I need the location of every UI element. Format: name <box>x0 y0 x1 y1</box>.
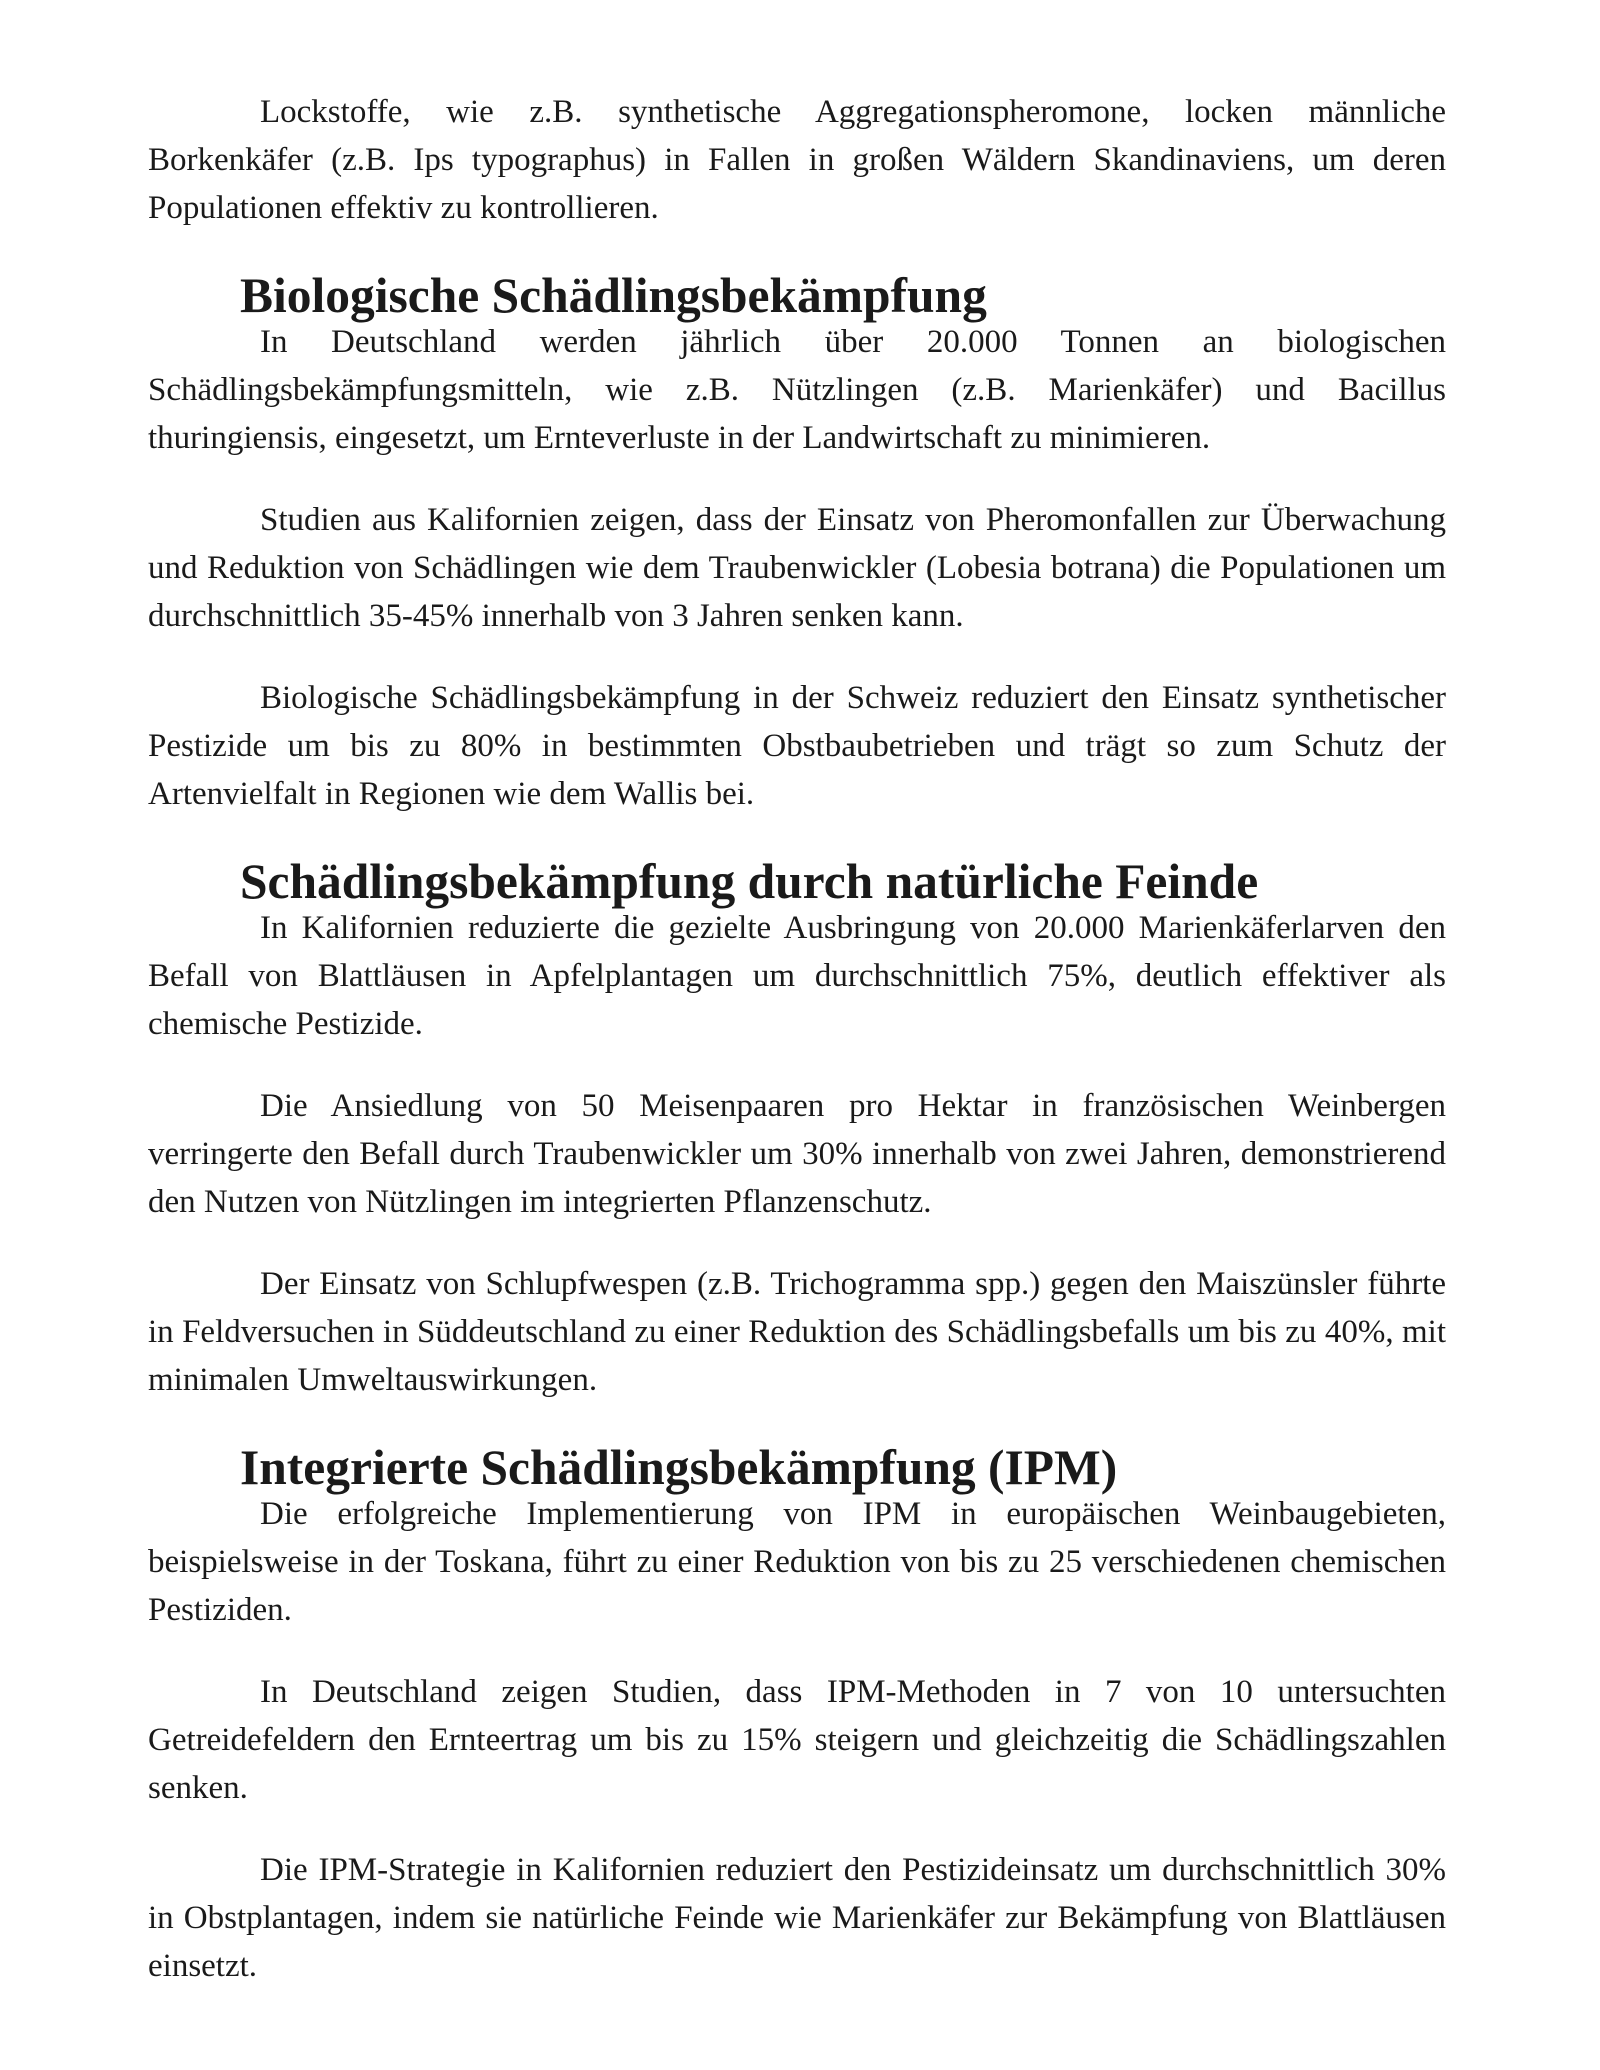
paragraph: Die erfolgreiche Implementierung von IPM in europäischen Weinbaugebieten, beispielsweise in der Toskana, führt zu einer Reduktion von bis zu 25 verschiedenen chemischen Pestiziden. <box>148 1496 1446 1628</box>
section-heading-biologische: Biologische Schädlingsbekämpfung <box>240 268 987 323</box>
paragraph: In Deutschland werden jährlich über 20.000 Tonnen an biologischen Schädlingsbekämpfungsmitteln, wie z.B. Nützlingen (z.B. Marienkäfer) und Bacillus thuringiensis, eingesetzt, um Ernteverluste in der Landwirtschaft zu minimieren. <box>148 324 1446 456</box>
paragraph: Biologische Schädlingsbekämpfung in der Schweiz reduziert den Einsatz synthetischer Pestizide um bis zu 80% in bestimmten Obstbaubetrieben und trägt so zum Schutz der Artenvielfalt in Regionen wie dem Wallis bei. <box>148 680 1446 812</box>
intro-paragraph: Lockstoffe, wie z.B. synthetische Aggregationspheromone, locken männliche Borkenkäfer (z.B. Ips typographus) in Fallen in großen Wäldern Skandinaviens, um deren Populationen effektiv zu kontrollieren. <box>148 94 1446 226</box>
paragraph: Die Ansiedlung von 50 Meisenpaaren pro Hektar in französischen Weinbergen verringerte den Befall durch Traubenwickler um 30% innerhalb von zwei Jahren, demonstrierend den Nutzen von Nützlingen im integrierten Pflanzenschutz. <box>148 1088 1446 1220</box>
paragraph: Studien aus Kalifornien zeigen, dass der Einsatz von Pheromonfallen zur Überwachung und Reduktion von Schädlingen wie dem Traubenwickler (Lobesia botrana) die Populationen um durchschnittlich 35-45% innerhalb von 3 Jahren senken kann. <box>148 502 1446 634</box>
paragraph: Der Einsatz von Schlupfwespen (z.B. Trichogramma spp.) gegen den Maiszünsler führte in Feldversuchen in Süddeutschland zu einer Reduktion des Schädlingsbefalls um bis zu 40%, mit minimalen Umweltauswirkungen. <box>148 1266 1446 1398</box>
paragraph: In Deutschland zeigen Studien, dass IPM-Methoden in 7 von 10 untersuchten Getreidefeldern den Ernteertrag um bis zu 15% steigern und gleichzeitig die Schädlingszahlen senken. <box>148 1674 1446 1806</box>
section-heading-natuerliche-feinde: Schädlingsbekämpfung durch natürliche Feinde <box>240 854 1259 909</box>
paragraph: In Kalifornien reduzierte die gezielte Ausbringung von 20.000 Marienkäferlarven den Befall von Blattläusen in Apfelplantagen um durchschnittlich 75%, deutlich effektiver als chemische Pestizide. <box>148 910 1446 1042</box>
document-page <box>148 88 1446 1990</box>
section-heading-ipm: Integrierte Schädlingsbekämpfung (IPM) <box>240 1440 1118 1495</box>
paragraph: Die IPM-Strategie in Kalifornien reduziert den Pestizideinsatz um durchschnittlich 30% in Obstplantagen, indem sie natürliche Feinde wie Marienkäfer zur Bekämpfung von Blattläusen einsetzt. <box>148 1852 1446 1984</box>
